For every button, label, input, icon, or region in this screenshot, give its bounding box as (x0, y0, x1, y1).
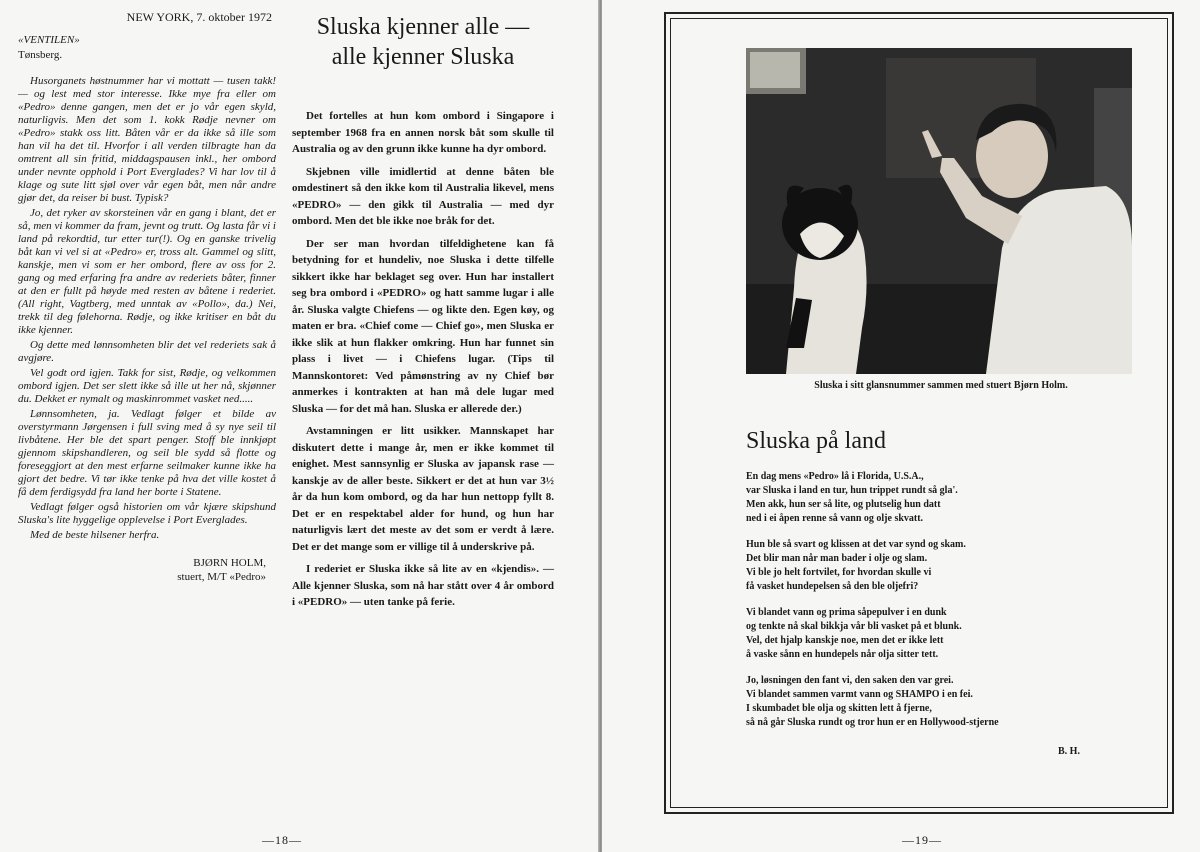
letter-paragraph: Lønnsomheten, ja. Vedlagt følger et bilde av overstyrmann Jørgensen i full sving med å sy nye seil til livbåtene. Her ble det spart penger. Stoff ble innkjøpt gjennom skipshandleren, og seil ble sydd så flotte og foreseggjort at den mest erfarne seilmaker kunne ikke ha gjort det bedre. Vi tør ikke tenke på hva det ville kostet å få dem ferdigsydd fra land her borte i Statene. (18, 408, 276, 498)
poem-line: Hun ble så svart og klissen at det var synd og skam. (746, 539, 966, 550)
poem-line: få vasket hundepelsen så den ble oljefri? (746, 581, 919, 592)
letter-recipient-city: Tønsberg. (18, 49, 63, 61)
poem-line: Jo, løsningen den fant vi, den saken den var grei. (746, 675, 954, 686)
page-number-right: —19— (902, 833, 942, 847)
letter-paragraph: Med de beste hilsener herfra. (30, 529, 160, 541)
poem-line: I skumbadet ble olja og skitten lett å fjerne, (746, 703, 932, 714)
poem-line: så nå går Sluska rundt og tror hun er en Hollywood-stjerne (746, 717, 999, 728)
poem-author: B. H. (1058, 746, 1080, 757)
article-paragraph: Avstamningen er litt usikker. Mannskapet har diskutert dette i mange år, men er ikke kommet til enighet. Mest sannsynlig er Sluska av japansk rase — kanskje av de aller beste. Sikkert er det at hun var 3½ år da hun kom ombord, og da har hun nettopp fyllt 8. Det er en respektabel alder for hund, og hun har naturligvis lært det meste av det som er verdt å lære. Det er det mange som er villige til å underskrive på. (292, 425, 554, 553)
poem-stanza (746, 538, 1146, 594)
poem-line: og tenkte nå skal bikkja vår bli vasket på et blunk. (746, 621, 962, 632)
letter-paragraph: Og dette med lønnsomheten blir det vel rederiets sak å avgjøre. (18, 339, 276, 364)
page-number-left: —18— (262, 833, 302, 847)
photo-illustration (746, 48, 1132, 374)
photo-caption: Sluska i sitt glansnummer sammen med stuert Bjørn Holm. (814, 380, 1068, 391)
poem-line: å vaske sånn en hundepels når olja sitter tett. (746, 649, 939, 660)
poem-line: En dag mens «Pedro» lå i Florida, U.S.A., (746, 471, 924, 482)
poem-stanza (746, 606, 1146, 662)
article-paragraph: Der ser man hvordan tilfeldighetene kan få betydning for et hundeliv, noe Sluska i dette tilfelle sikkert ikke har beklaget seg over. Hun har installert seg bra ombord i «PEDRO» og hatt samme lugar i alle år. Sluska valgte Chiefens — og likte den. Egen køy, og maten er bra. «Chief come — Chief go», men Sluska er ikke slik at hun flakker omkring. Hun har funnet sin plass i livet — i Chiefens lugar. (Tips til Mannskontoret: Ved påmønstring av ny Chief bør anmerkes i kontrakten at han må dele lugar med Sluska — for det må han. Sluska er allerede der.) (292, 237, 554, 415)
headline-line-1: Sluska kjenner alle — (316, 14, 530, 40)
poem-line: var Sluska i land en tur, hun trippet rundt så gla'. (746, 485, 958, 496)
poem-line: Vel, det hjalp kanskje noe, men det er ikke lett (746, 635, 944, 646)
poem-stanza (746, 674, 1146, 730)
article-paragraph: I rederiet er Sluska ikke så lite av en «kjendis». — Alle kjenner Sluska, som nå har stått over 4 år ombord i «PEDRO» — uten tanke på ferie. (292, 563, 554, 608)
letter-paragraph: Jo, det ryker av skorsteinen vår en gang i blant, det er så, men vi kommer da fram, jevnt og trutt. Og lasta får vi i land på rekordtid, tur etter tur(!). Og en ganske trivelig båt kan vi vel si at «Pedro» er, tross alt. Gammel og slitt, kanskje, men vi som er her ombord, flere av oss for 2. gang og med erfaring fra andre av rederiets båter, finner at den er fullt på høyde med resten av båtene i rederiet. (All right, Vagtberg, med unntak av «Pollo», da.) Nei, trekk til deg følehorna. Rødje, og ikke kritiser en båt du ikke kjenner. (18, 207, 276, 336)
poem-line: ned i ei åpen renne så vann og olje skvatt. (746, 513, 924, 524)
poem-line: Men akk, hun ser så lite, og plutselig hun datt (746, 499, 941, 510)
letter-paragraph: Vel godt ord igjen. Takk for sist, Rødje, og velkommen ombord igjen. Det ser slett ikke så ille ut her nå, skjønner du. Dekket er nymalt og maskinrommet vasket ned..... (18, 367, 276, 405)
letter-column (18, 10, 276, 584)
poem-line: Det blir man når man bader i olje og slam. (746, 553, 928, 564)
letter-dateline: NEW YORK, 7. oktober 1972 (126, 10, 272, 24)
signature-name: BJØRN HOLM, (193, 557, 266, 569)
page-frame (664, 12, 1174, 814)
letter-recipient: «VENTILEN» (18, 34, 80, 46)
article-headline (292, 12, 554, 72)
article-paragraph: Det fortelles at hun kom ombord i Singapore i september 1968 fra en annen norsk båt som skulle til Australia og av den grunn ikke kunne ha dyr ombord. (292, 110, 554, 155)
headline-line-2: alle kjenner Sluska (331, 44, 515, 70)
poem-title: Sluska på land (746, 428, 886, 454)
signature-title: stuert, M/T «Pedro» (177, 571, 266, 583)
signature-block (18, 556, 266, 584)
poem (746, 470, 1146, 742)
article-column (292, 12, 554, 617)
letter-paragraph: Vedlagt følger også historien om vår kjære skipshund Sluska's lite hyggelige opplevelse i Port Everglades. (18, 501, 276, 526)
poem-line: Vi ble jo helt fortvilet, for hvordan skulle vi (746, 567, 932, 578)
right-page (602, 0, 1200, 852)
poem-stanza (746, 470, 1146, 526)
letter-paragraph: Husorganets høstnummer har vi mottatt — tusen takk! — og lest med stor interesse. Ikke mye fra eller om «Pedro» denne gangen, men det er jo vår egen skyld, naturligvis. Men det som 1. kokk Rødje nevner om «Pedro» stakk oss litt. Båten vår er da ikke så ille som han vil ha det til. Hvorfor i all verden tilbragte han da omtrent all sin fritid, middagspausen inkl., her ombord under nevnte opphold i Port Everglades? Vi har lov til å klage og sute litt sjøl over vår egen båt, men når andre gjør det, da reiser bi bust. Typisk? (18, 75, 276, 204)
poem-line: Vi blandet sammen varmt vann og SHAMPO i en fei. (746, 689, 973, 700)
poem-line: Vi blandet vann og prima såpepulver i en dunk (746, 607, 947, 618)
article-paragraph: Skjebnen ville imidlertid at denne båten ble omdestinert så den ikke kom til Australia likevel, mens «PEDRO» — den gikk til Australia — med dyr ombord. Men det ble ikke noe bråk for det. (292, 165, 554, 227)
photo-sluska-and-steward (746, 48, 1132, 374)
